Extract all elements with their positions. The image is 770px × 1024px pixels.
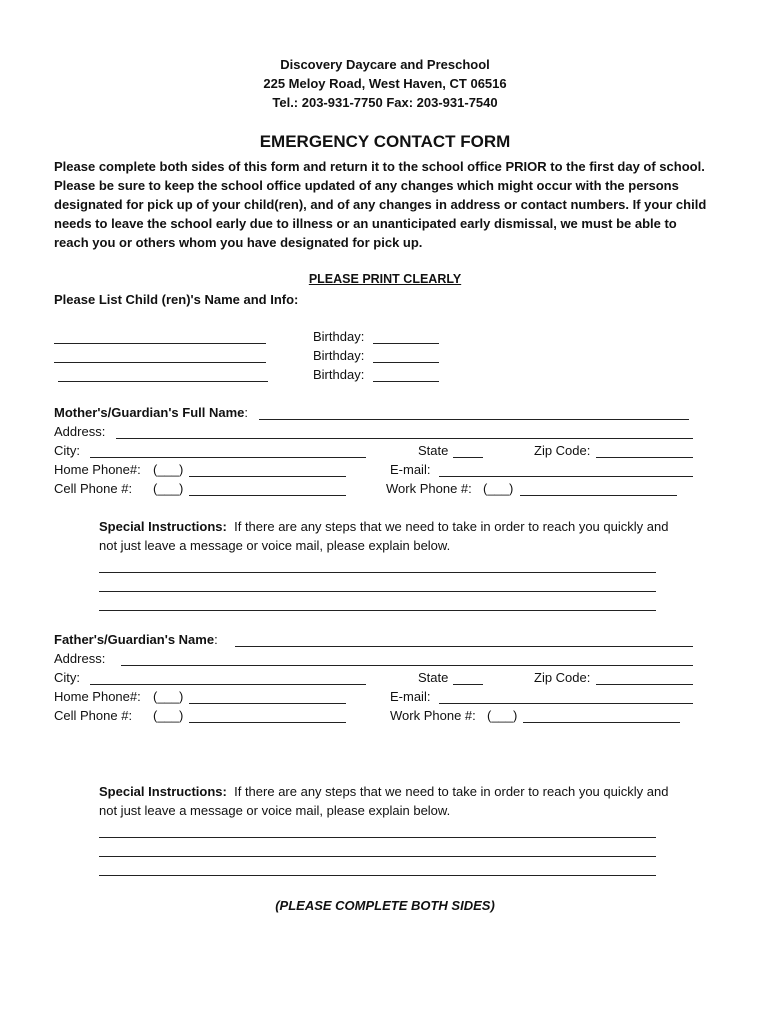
father-state-field[interactable]	[453, 684, 483, 685]
mother-city-label: City:	[54, 443, 80, 458]
child-name-field[interactable]	[58, 381, 268, 382]
father-special-instructions-field[interactable]	[99, 856, 656, 857]
father-name-colon: :	[214, 632, 218, 647]
birthday-field[interactable]	[373, 343, 439, 344]
father-cell-phone-field[interactable]	[189, 722, 346, 723]
father-work-phone-label: Work Phone #:	[390, 708, 476, 723]
special-instructions-text: If there are any steps that we need to take in order to reach you quickly and	[234, 519, 669, 534]
mother-city-field[interactable]	[90, 457, 366, 458]
birthday-label: Birthday:	[313, 367, 365, 382]
father-zip-field[interactable]	[596, 684, 693, 685]
father-state-label: State	[418, 670, 449, 685]
instructions-line: reach you or others whom you have designated for pick up.	[54, 235, 423, 250]
father-address-label: Address:	[54, 651, 106, 666]
child-name-field[interactable]	[54, 362, 266, 363]
instructions-line: needs to leave the school early due to illness or an unanticipated early dismissal, we must be able to	[54, 216, 677, 231]
father-work-area-code[interactable]: (___)	[487, 708, 518, 723]
birthday-label: Birthday:	[313, 348, 365, 363]
mother-special-instructions-field[interactable]	[99, 610, 656, 611]
special-instructions-label: Special Instructions:	[99, 784, 227, 799]
birthday-label: Birthday:	[313, 329, 365, 344]
father-cell-phone-label: Cell Phone #:	[54, 708, 133, 723]
mother-special-instructions-line1	[99, 519, 668, 534]
mother-cell-phone-field[interactable]	[189, 495, 346, 496]
father-email-field[interactable]	[439, 703, 693, 704]
mother-work-phone-label: Work Phone #:	[386, 481, 472, 496]
father-special-instructions-line1	[99, 784, 668, 799]
father-special-instructions-field[interactable]	[99, 875, 656, 876]
father-home-phone-label: Home Phone#:	[54, 689, 141, 704]
instructions-line: designated for pick up of your child(ren), and of any changes in address or contact numbers. If your child	[54, 197, 707, 212]
mother-work-phone-field[interactable]	[520, 495, 677, 496]
footer-note: (PLEASE COMPLETE BOTH SIDES)	[275, 898, 495, 913]
father-city-label: City:	[54, 670, 80, 685]
mother-name-field[interactable]	[259, 419, 689, 420]
school-name: Discovery Daycare and Preschool	[280, 57, 490, 72]
instructions-line: Please be sure to keep the school office updated of any changes which might occur with the persons	[54, 178, 679, 193]
mother-name-colon: :	[244, 405, 249, 420]
mother-email-label: E-mail:	[390, 462, 431, 477]
mother-name-label: Mother's/Guardian's Full Name	[54, 405, 245, 420]
mother-home-phone-field[interactable]	[189, 476, 346, 477]
print-clearly-note: PLEASE PRINT CLEARLY	[308, 272, 462, 286]
mother-special-instructions-field[interactable]	[99, 591, 656, 592]
school-address: 225 Meloy Road, West Haven, CT 06516	[263, 76, 507, 91]
mother-email-field[interactable]	[439, 476, 693, 477]
mother-zip-label: Zip Code:	[534, 443, 591, 458]
child-name-field[interactable]	[54, 343, 266, 344]
father-address-field[interactable]	[121, 665, 693, 666]
mother-name-label-wrap	[54, 405, 248, 420]
special-instructions-text: not just leave a message or voice mail, please explain below.	[99, 538, 451, 553]
mother-zip-field[interactable]	[596, 457, 693, 458]
instructions-paragraph	[54, 157, 724, 252]
children-heading: Please List Child (ren)'s Name and Info:	[54, 292, 299, 307]
father-name-label: Father's/Guardian's Name	[54, 632, 215, 647]
instructions-line: Please complete both sides of this form and return it to the school office PRIOR to the first day of school.	[54, 159, 705, 174]
mother-home-phone-label: Home Phone#:	[54, 462, 141, 477]
mother-address-field[interactable]	[116, 438, 693, 439]
mother-work-area-code[interactable]: (___)	[483, 481, 514, 496]
mother-state-field[interactable]	[453, 457, 483, 458]
mother-cell-phone-label: Cell Phone #:	[54, 481, 133, 496]
school-phone-fax: Tel.: 203-931-7750 Fax: 203-931-7540	[272, 95, 498, 110]
birthday-field[interactable]	[373, 381, 439, 382]
father-work-phone-field[interactable]	[523, 722, 680, 723]
father-zip-label: Zip Code:	[534, 670, 591, 685]
father-home-area-code[interactable]: (___)	[153, 689, 184, 704]
special-instructions-text: not just leave a message or voice mail, please explain below.	[99, 803, 451, 818]
mother-home-area-code[interactable]: (___)	[153, 462, 184, 477]
mother-state-label: State	[418, 443, 449, 458]
special-instructions-text: If there are any steps that we need to take in order to reach you quickly and	[234, 784, 669, 799]
birthday-field[interactable]	[373, 362, 439, 363]
father-special-instructions-field[interactable]	[99, 837, 656, 838]
father-name-label-wrap	[54, 632, 218, 647]
father-email-label: E-mail:	[390, 689, 431, 704]
father-city-field[interactable]	[90, 684, 366, 685]
mother-special-instructions-field[interactable]	[99, 572, 656, 573]
father-cell-area-code[interactable]: (___)	[153, 708, 184, 723]
special-instructions-label: Special Instructions:	[99, 519, 227, 534]
mother-cell-area-code[interactable]: (___)	[153, 481, 184, 496]
father-home-phone-field[interactable]	[189, 703, 346, 704]
mother-address-label: Address:	[54, 424, 106, 439]
father-name-field[interactable]	[235, 646, 693, 647]
form-title: EMERGENCY CONTACT FORM	[259, 132, 511, 151]
